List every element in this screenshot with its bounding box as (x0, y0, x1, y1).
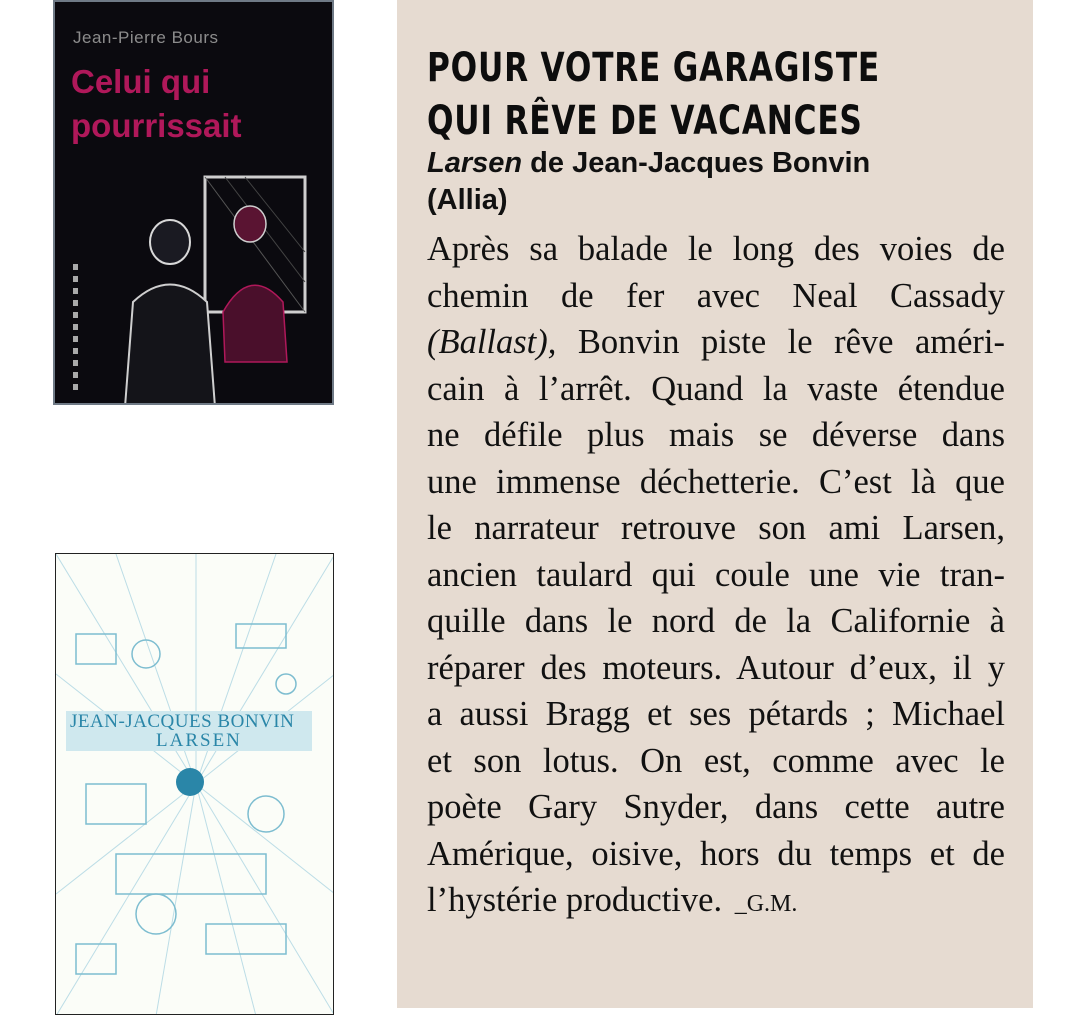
book-byline: de Jean-Jacques Bonvin (522, 147, 871, 179)
body-line: quille dans le nord de la Californie à (427, 602, 1005, 640)
body-line (427, 319, 1005, 366)
body-line: a aussi Bragg et ses pétards ; Michael (427, 695, 1005, 733)
body-line: ne défile plus mais se déverse dans (427, 416, 1005, 454)
review-panel (397, 0, 1033, 1008)
book-reference (427, 145, 987, 219)
book-title: Larsen (427, 147, 523, 179)
body-segment: Bonvin piste le rêve améri- (556, 323, 1005, 361)
headline-line: POUR VOTRE GARAGISTE (427, 45, 881, 91)
cover-spine-marks (73, 264, 78, 394)
body-italic: (Ballast), (427, 323, 557, 361)
book-cover-celui-qui-pourrissait (53, 0, 334, 405)
publisher: (Allia) (427, 184, 508, 216)
body-line: poète Gary Snyder, dans cette autre (427, 788, 1005, 826)
cover-author: JEAN-JACQUES BONVIN (70, 711, 295, 732)
body-line: réparer des moteurs. Autour d’eux, il y (427, 648, 1005, 687)
body-line: ancien taulard qui coule une vie tran- (427, 555, 1005, 594)
cover-title-line: Celui qui (71, 63, 211, 100)
cover-title-line: pourrissait (71, 107, 242, 144)
body-line: Après sa balade le long des voies de (427, 230, 1005, 268)
body-line: et son lotus. On est, comme avec le (427, 741, 1005, 780)
book-cover-larsen (55, 553, 334, 1015)
review-body (427, 226, 1005, 928)
body-segment: l’hystérie productive. (427, 881, 723, 919)
signature: _G.M. (734, 891, 798, 917)
cover-author: Jean-Pierre Bours (73, 28, 219, 47)
body-line: chemin de fer avec Neal Cassady (427, 276, 1005, 315)
cover-title (71, 60, 242, 148)
body-line: cain à l’arrêt. Quand la vaste étendue (427, 369, 1005, 408)
cover-title: LARSEN (156, 730, 242, 751)
body-line: le narrateur retrouve son ami Larsen, (427, 509, 1005, 547)
publisher-logo (176, 768, 204, 796)
headline (427, 42, 880, 148)
body-line (427, 877, 1005, 928)
body-line: une immense déchetterie. C’est là que (427, 462, 1005, 501)
body-line: Amérique, oisive, hors du temps et de (427, 834, 1005, 873)
headline-line: QUI RÊVE DE VACANCES (427, 98, 863, 144)
